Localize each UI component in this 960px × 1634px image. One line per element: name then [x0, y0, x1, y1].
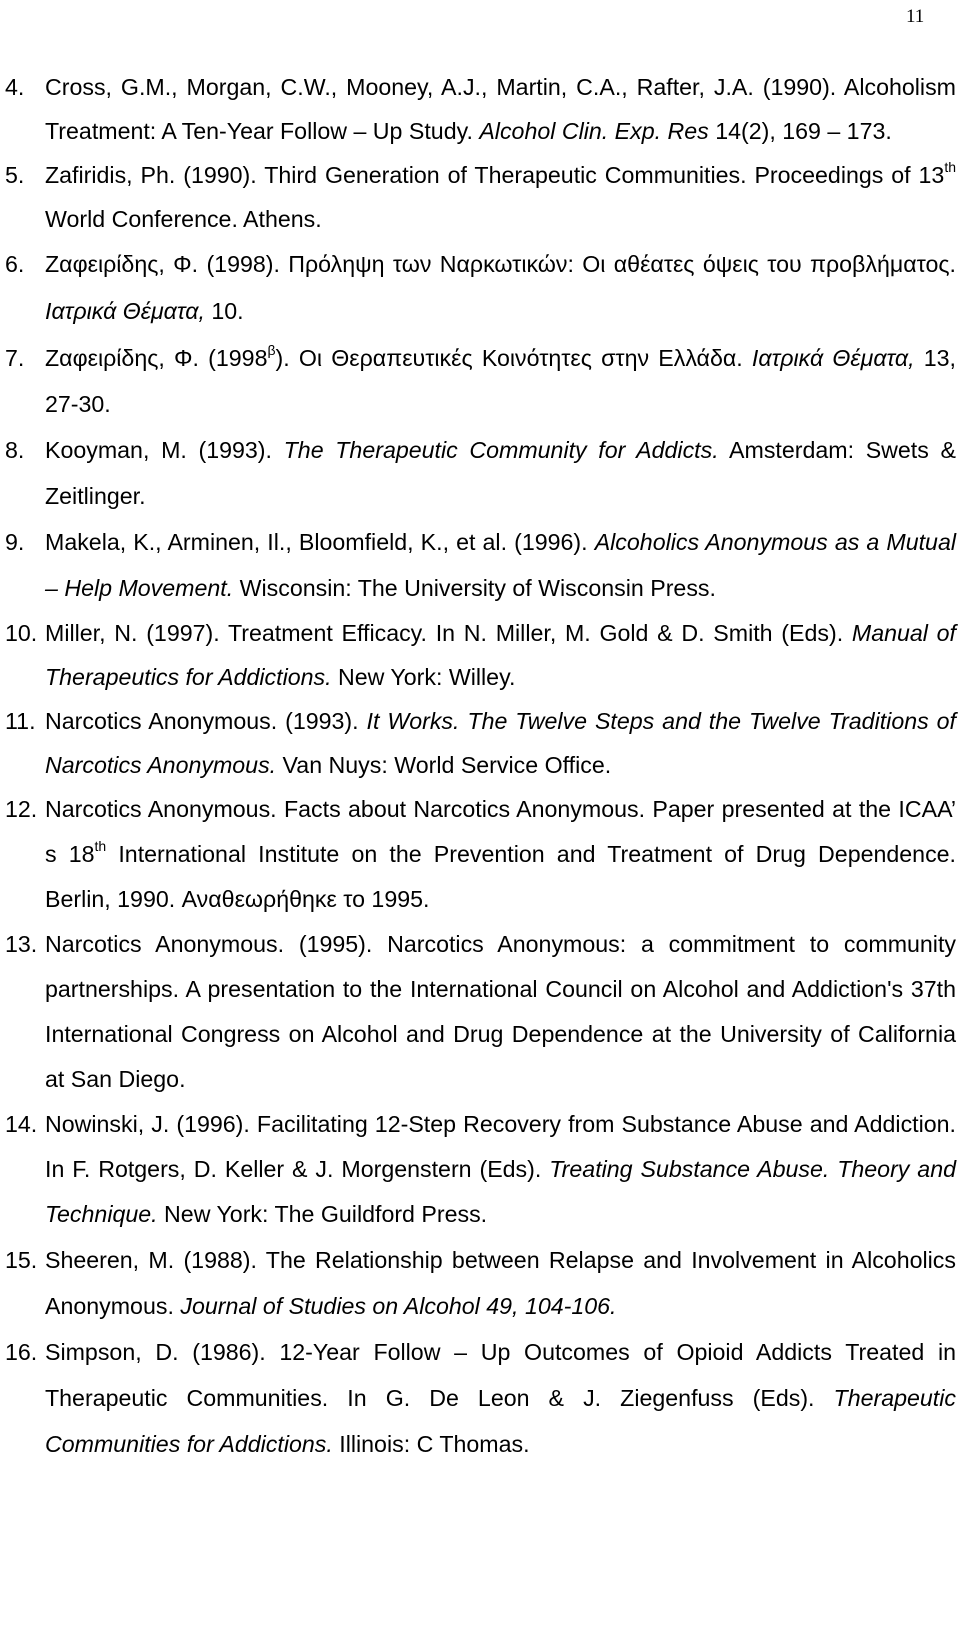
reference-text: Cross, G.M., Morgan, C.W., Mooney, A.J., Martin, C.A., Rafter, J.A. (1990). Alcoholism Treatment: A Ten-Year Follow – Up Study. — [45, 74, 956, 144]
journal-title: Ιατρικά Θέματα, — [751, 345, 915, 371]
reference-number: 5. — [5, 162, 25, 188]
superscript: th — [94, 838, 107, 854]
reference-number: 13. — [5, 931, 38, 957]
reference-text: Ζαφειρίδης, Φ. (1998). Πρόληψη των Ναρκωτικών: Οι αθέατες όψεις του προβλήματος. — [45, 251, 956, 277]
reference-number: 4. — [5, 74, 25, 100]
reference-item-9 — [0, 519, 960, 611]
reference-item-4 — [0, 65, 960, 153]
reference-item-6 — [0, 241, 960, 335]
book-title: Therapeutic Communities for Addictions. — [45, 1385, 956, 1457]
reference-text: Ζαφειρίδης, Φ. (1998 — [45, 345, 268, 371]
superscript: th — [944, 159, 956, 175]
book-title: Treating Substance Abuse. Theory and Technique. — [45, 1156, 956, 1227]
book-title: Alcoholics Anonymous as a Mutual – Help Movement. — [45, 529, 957, 601]
reference-text: New York: The Guildford Press. — [157, 1201, 488, 1227]
superscript: β — [267, 342, 276, 358]
reference-item-13 — [0, 922, 960, 1102]
reference-list — [0, 65, 960, 1467]
reference-text: 13, 27-30. — [45, 345, 956, 417]
reference-text: New York: Willey. — [331, 664, 516, 690]
book-title: Manual of Therapeutics for Addictions. — [45, 620, 956, 690]
reference-text: Simpson, D. (1986). 12-Year Follow – Up Outcomes of Opioid Addicts Treated in Therapeutic Communities. In G. De Leon & J. Ziegenfuss (Eds). — [45, 1339, 956, 1411]
reference-text: World Conference. Athens. — [45, 206, 322, 232]
reference-text: 14(2), 169 – 173. — [708, 118, 892, 144]
reference-number: 8. — [5, 437, 25, 463]
reference-text: Kooyman, M. (1993). — [45, 437, 284, 463]
reference-text: 10. — [204, 298, 244, 324]
journal-title: Ιατρικά Θέματα, — [45, 298, 205, 324]
reference-number: 7. — [5, 345, 25, 371]
reference-number: 14. — [5, 1111, 38, 1137]
reference-number: 16. — [5, 1339, 38, 1365]
reference-text: Narcotics Anonymous. Facts about Narcotics Anonymous. Paper presented at the ICAA’ s 18 — [45, 796, 956, 867]
page-number: 11 — [906, 6, 925, 27]
journal-title: Journal of Studies on Alcohol 49, 104-106. — [180, 1293, 617, 1319]
reference-text: Narcotics Anonymous. (1993). — [45, 708, 367, 734]
reference-text: Amsterdam: Swets & Zeitlinger. — [45, 437, 956, 509]
reference-text: Nowinski, J. (1996). Facilitating 12-Step Recovery from Substance Abuse and Addiction. In F. Rotgers, D. Keller & J. Morgenstern (Eds). — [45, 1111, 956, 1182]
reference-text: Sheeren, M. (1988). The Relationship between Relapse and Involvement in Alcoholics Anonymous. — [45, 1247, 956, 1319]
reference-item-8 — [0, 427, 960, 519]
reference-item-12 — [0, 787, 960, 922]
reference-number: 12. — [5, 796, 38, 822]
reference-text: Van Nuys: World Service Office. — [276, 752, 612, 778]
reference-text: Miller, N. (1997). Treatment Efficacy. In N. Miller, M. Gold & D. Smith (Eds). — [45, 620, 852, 646]
reference-item-14 — [0, 1102, 960, 1237]
reference-text: ). Οι Θεραπευτικές Κοινότητες στην Ελλάδα. — [275, 345, 752, 371]
reference-item-16 — [0, 1329, 960, 1467]
reference-number: 6. — [5, 251, 25, 277]
reference-text: Narcotics Anonymous. (1995). Narcotics Anonymous: a commitment to community partnerships. A presentation to the International Council on Alcohol and Addiction's 37th International Congress on Alcohol and Drug Dependence at the University of California at San Diego. — [45, 931, 956, 1092]
reference-text: Zafiridis, Ph. (1990). Third Generation of Therapeutic Communities. Proceedings of 13 — [45, 162, 945, 188]
reference-item-10 — [0, 611, 960, 699]
book-title: The Therapeutic Community for Addicts. — [283, 437, 719, 463]
reference-item-7 — [0, 335, 960, 427]
reference-number: 15. — [5, 1247, 38, 1273]
reference-number: 9. — [5, 529, 25, 555]
reference-text: Makela, K., Arminen, Il., Bloomfield, K., et al. (1996). — [45, 529, 595, 555]
reference-number: 10. — [5, 620, 38, 646]
reference-text: International Institute on the Prevention and Treatment of Drug Dependence. Berlin, 1990. Αναθεωρήθηκε το 1995. — [45, 841, 956, 912]
reference-item-5 — [0, 153, 960, 241]
reference-text: Illinois: C Thomas. — [332, 1431, 530, 1457]
reference-item-15 — [0, 1237, 960, 1329]
book-title: It Works. The Twelve Steps and the Twelve Traditions of Narcotics Anonymous. — [45, 708, 956, 778]
reference-text: Wisconsin: The University of Wisconsin Press. — [233, 575, 716, 601]
reference-item-11 — [0, 699, 960, 787]
reference-number: 11. — [5, 708, 36, 734]
journal-title: Alcohol Clin. Exp. Res — [479, 118, 709, 144]
